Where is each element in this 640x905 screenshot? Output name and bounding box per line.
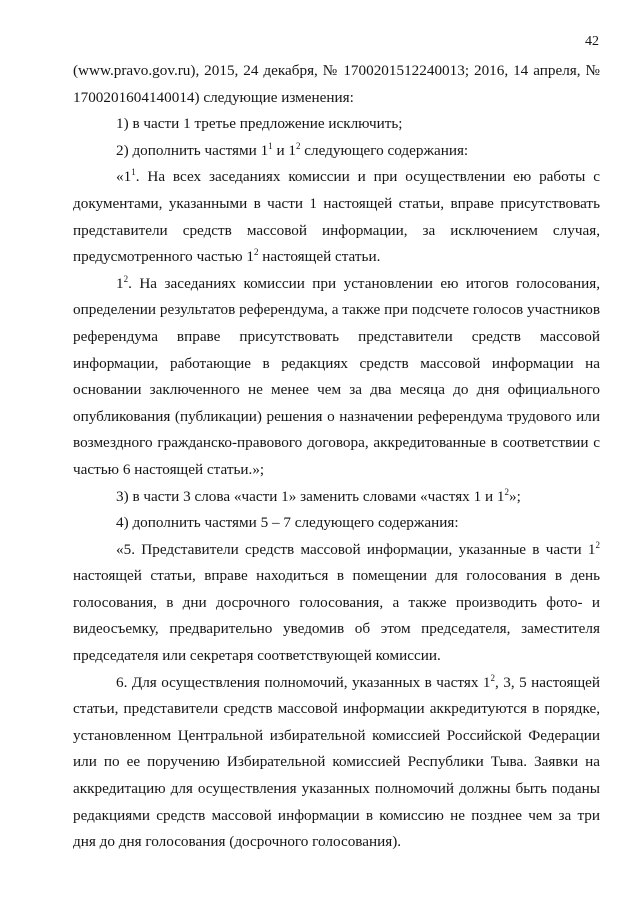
text-run: и 1 <box>272 141 296 159</box>
superscript: 2 <box>296 140 301 151</box>
text-run: 1 <box>116 274 124 292</box>
page-number: 42 <box>585 34 599 49</box>
paragraph <box>73 537 600 670</box>
paragraph <box>73 271 600 484</box>
text-run: настоящей статьи. <box>258 248 381 266</box>
superscript: 1 <box>268 140 273 151</box>
paragraph <box>73 138 600 165</box>
paragraph <box>73 164 600 270</box>
superscript: 2 <box>504 486 509 497</box>
paragraph <box>73 670 600 856</box>
text-run: настоящей статьи, вправе находиться в помещении для голосования в день голосования, в дни досрочного голосования, а также производить фото- и видеосъемку, предварительно уведомив об этом председателя, заместителя председателя или секретаря соответствующей комиссии. <box>73 567 600 665</box>
text-run: (www.pravo.gov.ru), 2015, 24 декабря, № 1700201512240013; 2016, 14 апреля, № 1700201604140014) следующие изменения: <box>73 62 600 106</box>
text-run: 3) в части 3 слова «части 1» заменить словами «частях 1 и 1 <box>116 487 505 505</box>
superscript: 2 <box>490 672 495 683</box>
text-run: 1) в части 1 третье предложение исключить; <box>116 115 403 133</box>
text-run: , 3, 5 настоящей статьи, представители средств массовой информации аккредитуются в порядке, установленном Центральной избирательной комиссией Российской Федерации или по ее поручению Избирательной комиссией Республики Тыва. Заявки на аккредитацию для осуществления указанных полномочий должны быть поданы редакциями средств массовой информации в комиссию не позднее чем за три дня до дня голосования (досрочного голосования). <box>73 673 601 851</box>
superscript: 2 <box>595 539 600 550</box>
text-run: 6. Для осуществления полномочий, указанных в частях 1 <box>116 673 491 691</box>
text-run: «1 <box>116 168 132 186</box>
text-run: следующего содержания: <box>300 141 469 159</box>
text-run: 4) дополнить частями 5 – 7 следующего содержания: <box>116 514 459 532</box>
text-run: 2) дополнить частями 1 <box>116 141 269 159</box>
document-body <box>73 58 600 856</box>
text-run: »; <box>508 487 521 505</box>
superscript: 2 <box>123 273 129 284</box>
paragraph <box>73 58 600 111</box>
paragraph <box>73 111 600 138</box>
text-run: . На всех заседаниях комиссии и при осуществлении ею работы с документами, указанными в части 1 настоящей статьи, вправе присутствовать представители средств массовой информации, за исключением случая, предусмотренного частью 1 <box>73 168 600 266</box>
superscript: 1 <box>131 167 136 178</box>
paragraph <box>73 510 600 537</box>
superscript: 2 <box>254 247 259 258</box>
text-run: «5. Представители средств массовой информации, указанные в части 1 <box>116 540 596 558</box>
paragraph <box>73 484 600 511</box>
text-run: . На заседаниях комиссии при установлении ею итогов голосования, определении результатов референдума, а также при подсчете голосов участников референдума вправе присутствовать представители средств массовой информации, работающие в редакциях средств массовой информации на основании заключенного не менее чем за два месяца до дня официального опубликования (публикации) решения о назначении референдума трудового или возмездного гражданско-правового договора, аккредитованные в соответствии с частью 6 настоящей статьи.»; <box>73 274 600 478</box>
